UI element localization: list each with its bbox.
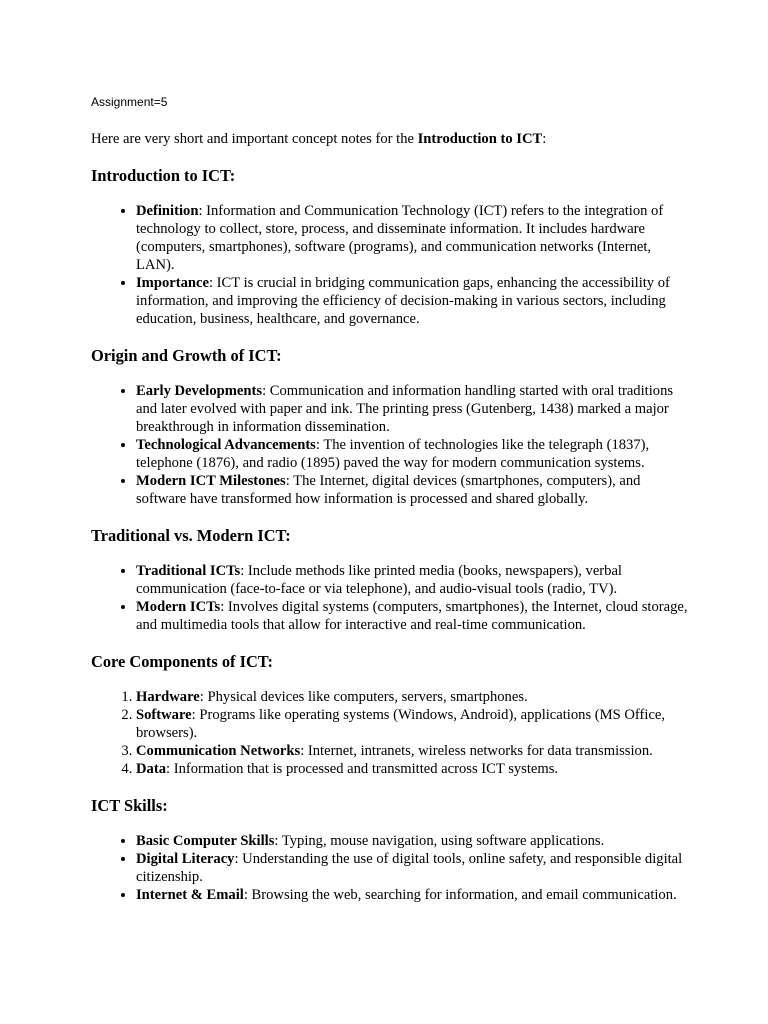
list-item [136,760,691,778]
item-text: : ICT is crucial in bridging communication gaps, enhancing the accessibility of information, and improving the efficiency of decision-making in various sectors, including education, business, healthcare, and governance. [136,275,670,327]
section-list-traditional-modern [91,562,691,634]
list-item [136,886,691,904]
item-term: Internet & Email [136,887,244,903]
item-text: : Information and Communication Technology (ICT) refers to the integration of technology to collect, store, process, and disseminate information. It includes hardware (computers, smartphones), software (programs), and communication networks (Internet, LAN). [136,203,664,273]
list-item [136,832,691,850]
item-text: : The Internet, digital devices (smartphones, computers), and software have transformed how information is processed and shared globally. [136,473,641,507]
assignment-label: Assignment=5 [91,95,168,109]
item-term: Digital Literacy [136,851,235,867]
list-item [136,742,691,760]
section-list-core-components [91,688,691,778]
item-term: Modern ICT Milestones [136,473,286,489]
item-term: Hardware [136,689,200,705]
section-heading-traditional-modern: Traditional vs. Modern ICT: [91,526,291,545]
section-heading-origin-growth: Origin and Growth of ICT: [91,346,282,365]
item-term: Early Developments [136,383,263,399]
item-text: : Communication and information handling started with oral traditions and later evolved with paper and ink. The printing press (Gutenberg, 1438) marked a major breakthrough in information dissemination. [136,383,674,435]
item-term: Basic Computer Skills [136,833,275,849]
section-list-ict-skills [91,832,691,904]
document-body [91,94,691,904]
item-term: Modern ICTs [136,599,221,615]
list-item [136,598,691,634]
section-list-introduction [91,202,691,328]
list-item [136,850,691,886]
item-term: Communication Networks [136,743,301,759]
intro-bold-term: Introduction to ICT [417,131,543,147]
list-item [136,274,691,328]
item-term: Traditional ICTs [136,563,241,579]
item-term: Software [136,707,192,723]
item-term: Definition [136,203,199,219]
item-text: : Physical devices like computers, servers, smartphones. [199,689,528,705]
item-term: Data [136,761,166,777]
item-text: : Typing, mouse navigation, using software applications. [274,833,605,849]
intro-end: : [542,131,547,147]
item-text: : Include methods like printed media (books, newspapers), verbal communication (face-to-face or via telephone), and audio-visual tools (radio, TV). [136,563,622,597]
item-text: : Understanding the use of digital tools, online safety, and responsible digital citizenship. [136,851,683,885]
intro-paragraph [91,130,691,148]
section-list-origin-growth [91,382,691,508]
item-term: Importance [136,275,209,291]
intro-text: Here are very short and important concept notes for the [91,131,418,147]
list-item [136,562,691,598]
list-item [136,472,691,508]
list-item [136,688,691,706]
section-heading-ict-skills: ICT Skills: [91,796,168,815]
item-text: : The invention of technologies like the telegraph (1837), telephone (1876), and radio (1895) paved the way for modern communication systems. [136,437,650,471]
item-text: : Internet, intranets, wireless networks for data transmission. [300,743,653,759]
list-item [136,382,691,436]
item-text: : Browsing the web, searching for information, and email communication. [243,887,677,903]
section-heading-core-components: Core Components of ICT: [91,652,273,671]
item-term: Technological Advancements [136,437,316,453]
item-text: : Programs like operating systems (Windows, Android), applications (MS Office, browsers). [136,707,666,741]
section-heading-introduction: Introduction to ICT: [91,166,236,185]
list-item [136,202,691,274]
list-item [136,436,691,472]
list-item [136,706,691,742]
item-text: : Information that is processed and transmitted across ICT systems. [166,761,559,777]
item-text: : Involves digital systems (computers, smartphones), the Internet, cloud storage, and multimedia tools that allow for interactive and real-time communication. [136,599,688,633]
